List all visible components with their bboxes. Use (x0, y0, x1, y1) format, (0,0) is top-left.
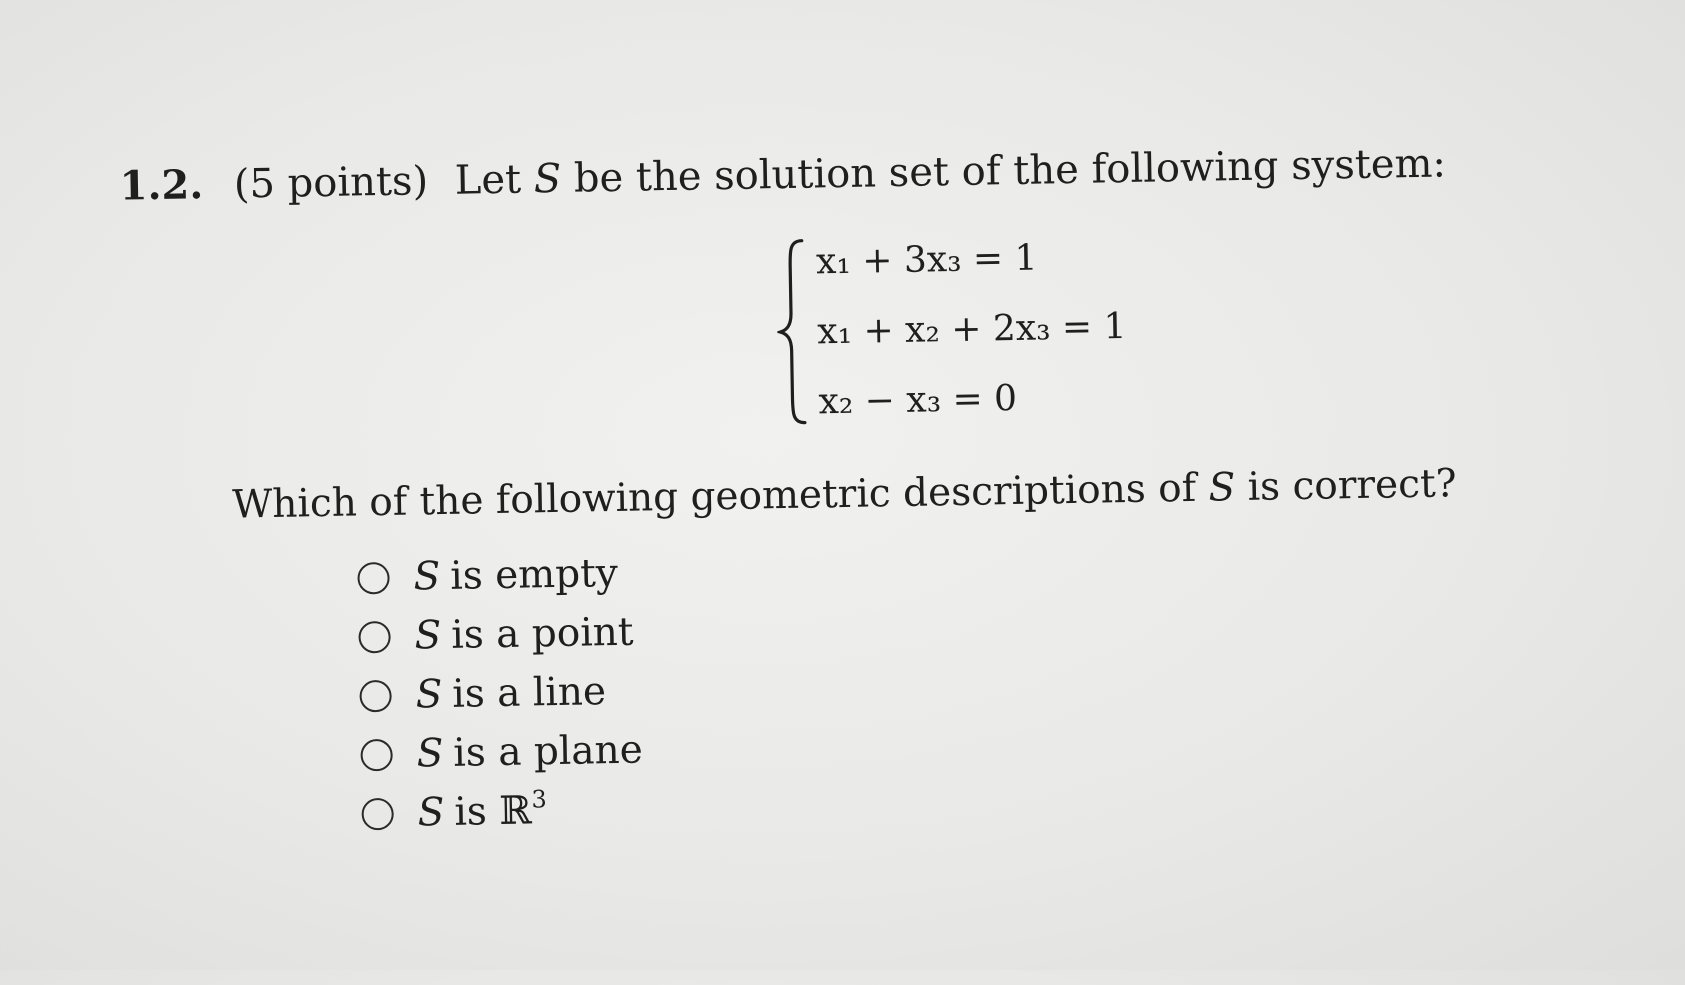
option-description: is empty (449, 550, 619, 599)
option-symbol: S (415, 672, 443, 718)
radio-button-icon[interactable] (357, 561, 390, 594)
option-line[interactable] (359, 662, 642, 726)
radio-button-icon[interactable] (359, 679, 392, 712)
option-empty[interactable] (357, 544, 640, 608)
set-symbol: S (533, 155, 562, 203)
option-label (415, 669, 606, 717)
equation-1: x₁ + 3x₃ = 1 (815, 237, 1038, 283)
option-description: is a plane (452, 727, 644, 776)
equation-2: x₁ + x₂ + 2x₃ = 1 (816, 306, 1127, 353)
option-description: is a point (450, 609, 634, 658)
left-brace-icon (776, 237, 811, 428)
question-points: (5 points) (233, 158, 429, 208)
radio-button-icon[interactable] (361, 797, 394, 830)
option-exponent: 3 (531, 785, 547, 814)
option-r3[interactable] (361, 780, 644, 844)
option-description: is ℝ (453, 788, 533, 835)
option-label (416, 728, 643, 777)
option-symbol: S (414, 613, 442, 659)
option-description: is a line (451, 669, 607, 717)
radio-button-icon[interactable] (358, 620, 391, 653)
equation-list (816, 231, 1129, 436)
option-plane[interactable] (360, 721, 643, 785)
option-label (413, 551, 618, 600)
radio-button-icon[interactable] (360, 738, 393, 771)
prompt-before: Which of the following geometric descriptions of (231, 465, 1197, 528)
question-number: 1.2. (119, 161, 204, 210)
option-label (417, 785, 547, 836)
question-statement (119, 139, 1446, 209)
question-text-before: Let (454, 156, 522, 204)
equation-system (776, 231, 1129, 437)
option-symbol: S (413, 554, 441, 600)
option-label (414, 610, 634, 659)
prompt-text (232, 461, 1457, 527)
prompt-symbol: S (1208, 465, 1236, 511)
option-symbol: S (416, 731, 444, 777)
question-text-after: be the solution set of the following system: (573, 140, 1447, 202)
equation-3: x₂ − x₃ = 0 (818, 377, 1018, 423)
option-symbol: S (417, 790, 445, 836)
option-point[interactable] (358, 603, 641, 667)
prompt-after: is correct? (1247, 461, 1457, 510)
answer-options (357, 544, 644, 844)
